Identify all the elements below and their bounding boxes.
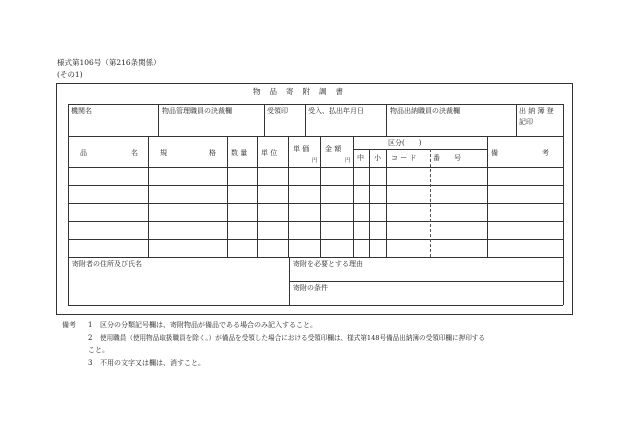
col-unit: 単 位 xyxy=(261,149,278,157)
dashed-line xyxy=(430,149,431,257)
grid-line xyxy=(320,136,321,257)
grid-line xyxy=(68,136,563,137)
receipt-seal-label: 受領印 xyxy=(267,107,288,115)
ledger-seal-label-2: 記印 xyxy=(519,118,533,126)
date-label: 受入、払出年月日 xyxy=(308,107,364,115)
grid-line xyxy=(369,149,370,257)
grid-line xyxy=(68,257,563,258)
col-middle: 中 xyxy=(357,154,364,162)
col-remarks-a: 備 xyxy=(491,149,498,157)
donor-address-label: 寄附者の住所及び氏名 xyxy=(72,260,142,268)
grid-line xyxy=(289,281,563,282)
col-code: コ ー ド xyxy=(391,154,417,162)
grid-line xyxy=(158,104,159,136)
grid-line xyxy=(516,104,517,136)
col-remarks-b: 考 xyxy=(542,149,549,157)
grid-line xyxy=(68,104,69,305)
manager-sign-label: 物品管理職員の決裁欄 xyxy=(162,107,232,115)
grid-line xyxy=(487,136,488,257)
grid-line xyxy=(68,305,563,306)
grid-line xyxy=(68,221,563,222)
grid-line xyxy=(264,104,265,136)
note-2-continuation: こと。 xyxy=(88,346,109,354)
note-3-text: 不用の文字又は欄は、消すこと。 xyxy=(100,359,205,367)
note-1-number: 1 xyxy=(88,321,93,329)
notes-label: 備考 xyxy=(62,321,76,329)
grid-line xyxy=(227,136,228,257)
note-3-number: 3 xyxy=(88,359,93,367)
note-2-text: 使用職員（使用物品取扱職員を除く。）が備品を受領した場合における受領印欄は、様式第148号備品出納簿の受領印欄に押印する xyxy=(100,334,485,342)
col-spec-b: 格 xyxy=(209,149,216,157)
ledger-seal-label: 出 納 簿 登 xyxy=(519,107,554,115)
col-amount: 金 額 xyxy=(325,145,342,153)
grid-line xyxy=(68,167,563,168)
grid-line xyxy=(68,104,563,105)
col-unit-price-yen: 円 xyxy=(312,158,318,164)
col-item-name-b: 名 xyxy=(131,149,138,157)
form-sub-number: (その1) xyxy=(57,70,83,79)
org-name-label: 機関名 xyxy=(71,107,92,115)
grid-line xyxy=(353,136,354,257)
col-quantity: 数 量 xyxy=(231,149,248,157)
donation-reason-label: 寄附を必要とする理由 xyxy=(293,260,363,268)
grid-line xyxy=(305,104,306,136)
grid-line xyxy=(68,203,563,204)
col-small: 小 xyxy=(374,154,381,162)
issuer-sign-label: 物品出納職員の決裁欄 xyxy=(390,107,460,115)
note-2-number: 2 xyxy=(88,334,93,342)
grid-line xyxy=(257,136,258,257)
grid-line xyxy=(68,239,563,240)
note-1-text: 区分の分類記号欄は、寄附物品が備品である場合のみ記入すること。 xyxy=(100,321,317,329)
grid-line xyxy=(386,104,387,136)
grid-line xyxy=(289,257,290,305)
col-spec xyxy=(160,150,216,157)
form-number: 様式第106号（第216条関係） xyxy=(57,58,161,67)
col-number: 番 号 xyxy=(433,154,461,162)
col-item-name-a: 品 xyxy=(80,149,87,157)
grid-line xyxy=(563,104,564,305)
form-title: 物品寄附調書 xyxy=(253,87,352,96)
col-spec-a: 規 xyxy=(160,149,167,157)
col-remarks xyxy=(491,150,549,157)
grid-line xyxy=(288,136,289,257)
col-unit-price: 単 価 xyxy=(293,145,310,153)
col-amount-yen: 円 xyxy=(345,158,351,164)
donation-conditions-label: 寄附の条件 xyxy=(293,284,328,292)
grid-line xyxy=(148,136,149,257)
grid-line xyxy=(386,149,387,257)
grid-line xyxy=(353,149,487,150)
grid-line xyxy=(68,185,563,186)
col-item-name xyxy=(80,150,138,157)
col-category: 区分( ) xyxy=(388,139,422,147)
